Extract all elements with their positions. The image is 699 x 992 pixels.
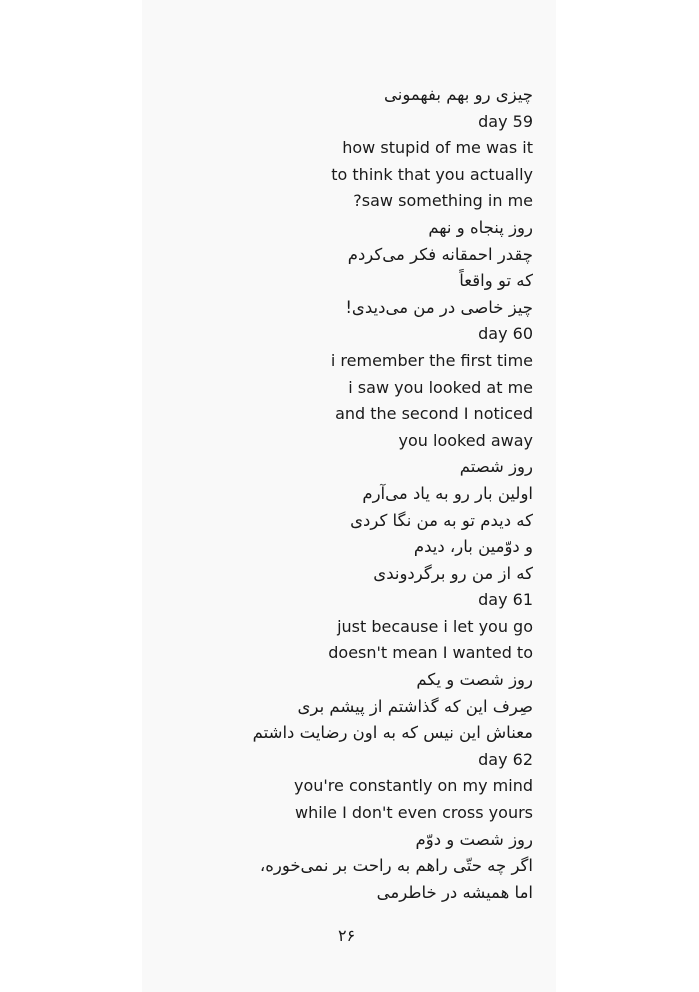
persian-line: صِرف این که گذاشتم از پیشم بری	[297, 696, 533, 716]
english-line: day 60	[478, 324, 533, 344]
english-line: you looked away	[398, 430, 533, 450]
persian-line: که تو واقعاً	[459, 271, 533, 291]
persian-line: اگر چه حتّی راهم به راحت بر نمی‌خوره،	[259, 856, 533, 876]
persian-line: چیزی رو بهم بفهمونی	[384, 85, 533, 104]
persian-line: که دیدم تو به من نگا کردی	[350, 510, 533, 530]
english-line: i saw you looked at me	[348, 377, 533, 397]
english-line: while I don't even cross yours	[295, 803, 533, 823]
persian-line: که از من رو برگردوندی	[373, 563, 533, 583]
persian-line: اما همیشه در خاطرمی	[376, 882, 533, 902]
persian-line: روز شصتم	[459, 457, 533, 477]
poem-text-block	[113, 82, 533, 906]
persian-line: چقدر احمقانه فکر می‌کردم	[347, 244, 533, 264]
persian-line: چیز خاصی در من می‌دیدی!	[345, 297, 533, 317]
persian-line: روز شصت و یکم	[416, 670, 533, 690]
persian-line: معناش این نیس که به اون رضایت داشتم	[252, 723, 533, 743]
english-line: i remember the first time	[330, 350, 533, 370]
english-line: ?saw something in me	[353, 191, 533, 211]
english-line: just because i let you go	[337, 616, 533, 636]
english-line: day 61	[478, 590, 533, 610]
page-number: ۲۶	[338, 926, 356, 945]
persian-line: اولین بار رو به یاد می‌آرم	[362, 483, 533, 503]
persian-line: روز پنجاه و نهم	[428, 217, 533, 237]
english-line: you're constantly on my mind	[294, 776, 533, 796]
english-line: to think that you actually	[331, 164, 533, 184]
english-line: and the second I noticed	[335, 404, 533, 424]
english-line: day 59	[478, 111, 533, 131]
english-line: doesn't mean I wanted to	[328, 643, 533, 663]
persian-line: روز شصت و دوّم	[415, 829, 533, 849]
english-line: day 62	[478, 749, 533, 769]
english-line: how stupid of me was it	[342, 138, 533, 158]
persian-line: و دوّمین بار، دیدم	[413, 537, 533, 557]
